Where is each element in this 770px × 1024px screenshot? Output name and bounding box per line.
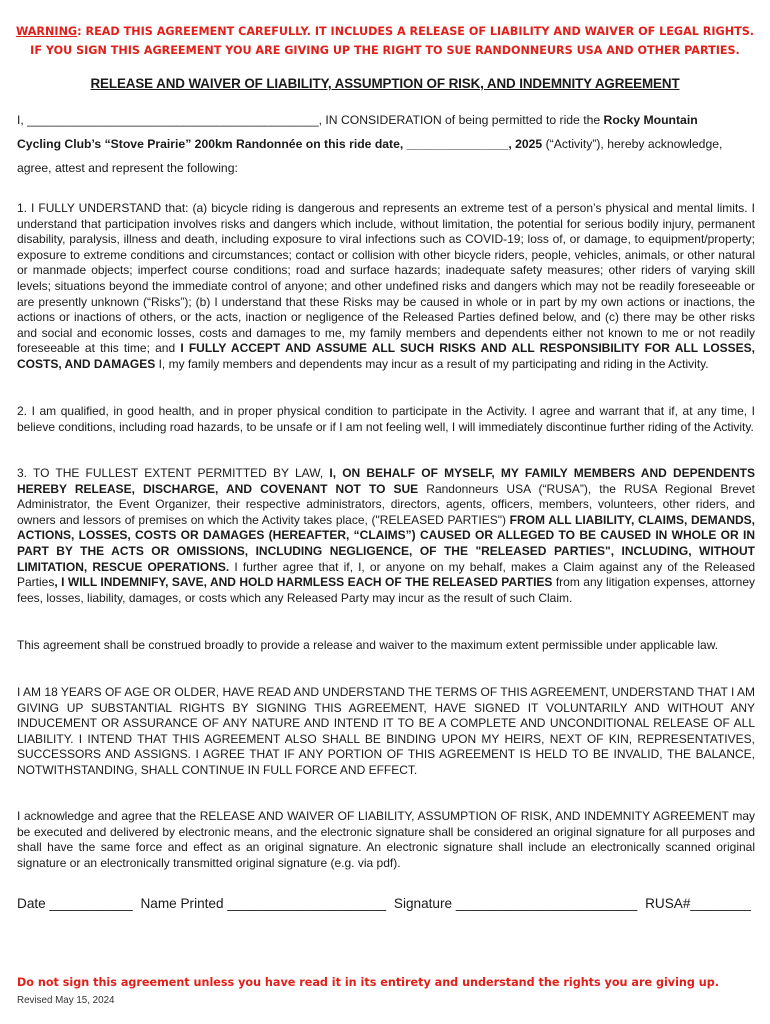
paragraph-3-text-g: from any litigation expenses, attorney fees, losses, liability, damages, or costs which any Released Party may incur as the result of such Claim. bbox=[17, 575, 756, 605]
signature-field[interactable]: Signature ________________________ bbox=[393, 896, 638, 911]
intro-paragraph bbox=[17, 108, 757, 180]
footer-warning: Do not sign this agreement unless you have read it in its entirety and understand the rights you are giving up. bbox=[17, 976, 720, 989]
intro-line-1 bbox=[17, 108, 757, 132]
intro-line-2 bbox=[17, 132, 757, 156]
intro-club-name-1: Rocky Mountain bbox=[603, 113, 698, 127]
warning-banner bbox=[0, 22, 770, 60]
intro-text-2: (“Activity”), hereby acknowledge, bbox=[542, 137, 723, 151]
warning-line-1-text: : READ THIS AGREEMENT CAREFULLY. IT INCLUDES A RELEASE OF LIABILITY AND WAIVER OF LEGAL RIGHTS. bbox=[77, 25, 755, 38]
intro-club-name-2: Cycling Club’s “Stove Prairie” 200km Randonnée on this ride date, _______________, 2025 bbox=[17, 137, 543, 151]
intro-line-3: agree, attest and represent the following: bbox=[17, 161, 238, 175]
paragraph-1-text-a: 1. I FULLY UNDERSTAND that: (a) bicycle riding is dangerous and represents an extreme test of a person’s physical and mental limits. I understand that participation involves risks and dangers which include, without limitation, the potential for serious bodily injury, permanent disability, paralysis, illness and death, including exposure to viral infections such as COVID-19; loss of, or damage, to equipment/property; exposure to extreme conditions and circumstances; contact or collision with other bicycle riders, people, vehicles, animals, or other natural or manmade objects; imperfect course conditions; road and surface hazards; inadequate safety measures; other riders of varying skill levels; situations beyond the immediate control of anyone; and other undefined risks and dangers which may not be readily foreseeable or are presently unknown (“Risks”); (b) I understand that these Risks may be caused in whole or in part by my own actions or inactions, the actions or inactions of others, or the acts, inaction or negligence of the Released Parties defined below, and (c) there may be other risks and social and economic losses, costs and damages to me, my family members and dependents either not known to me or not readily foreseeable at this time; and bbox=[17, 201, 755, 356]
paragraph-3-bold-d: FROM ALL LIABILITY, CLAIMS, DEMANDS, ACTIONS, LOSSES, COSTS OR DAMAGES (HEREAFTER, “CLAIMS”) CAUSED OR ALLEGED TO BE CAUSED IN WHOLE OR IN PART BY THE ACTS OR OMISSIONS, INCLUDING NEGLIGENCE, OF THE "RELEASED PARTIES", INCLUDING, WITHOUT LIMITATION, RESCUE OPERATIONS. bbox=[17, 512, 755, 574]
paragraph-1-bold: I FULLY ACCEPT AND ASSUME ALL SUCH RISKS AND ALL RESPONSIBILITY FOR ALL LOSSES, COSTS, AND DAMAGES bbox=[17, 341, 755, 371]
date-field[interactable]: Date ___________ bbox=[17, 896, 133, 911]
paragraph-age-acknowledgement: I AM 18 YEARS OF AGE OR OLDER, HAVE READ AND UNDERSTAND THE TERMS OF THIS AGREEMENT, UNDERSTAND THAT I AM GIVING UP SUBSTANTIAL RIGHTS BY SIGNING THIS AGREEMENT, HAVE SIGNED IT VOLUNTARILY AND WITHOUT ANY INDUCEMENT OR ASSURANCE OF ANY NATURE AND INTEND IT TO BE A COMPLETE AND UNCONDITIONAL RELEASE OF ALL LIABILITY. I INTEND THAT THIS AGREEMENT ALSO SHALL BE BINDING UPON MY HEIRS, NEXT OF KIN, REPRESENTATIVES, SUCCESSORS AND ASSIGNS. I AGREE THAT IF ANY PORTION OF THIS AGREEMENT IS HELD TO BE INVALID, THE BALANCE, NOTWITHSTANDING, SHALL CONTINUE IN FULL FORCE AND EFFECT. bbox=[17, 685, 755, 777]
paragraph-3-text-c: Randonneurs USA (“RUSA”), the RUSA Regional Brevet Administrator, the Event Organizer, their respective administrators, directors, agents, officers, members, volunteers, other riders, and owners and lessors of premises on which the Activity takes place, ("RELEASED PARTIES") bbox=[17, 481, 756, 527]
intro-text-1: I, ___________________________________________, IN CONSIDERATION of being permitted to ride the bbox=[17, 113, 604, 127]
paragraph-1-text-c: I, my family members and dependents may incur as a result of my participating and riding in the Activity. bbox=[155, 356, 709, 371]
paragraph-construed: This agreement shall be construed broadly to provide a release and waiver to the maximum extent permissible under applicable law. bbox=[17, 638, 719, 652]
warning-line-1 bbox=[0, 22, 770, 41]
paragraph-3-bold-b: I, ON BEHALF OF MYSELF, MY FAMILY MEMBERS AND DEPENDENTS HEREBY RELEASE, DISCHARGE, AND COVENANT NOT TO SUE bbox=[17, 466, 755, 496]
rusa-number-field[interactable]: RUSA#________ bbox=[645, 896, 751, 911]
document-title: RELEASE AND WAIVER OF LIABILITY, ASSUMPTION OF RISK, AND INDEMNITY AGREEMENT bbox=[90, 76, 680, 91]
paragraph-2: 2. I am qualified, in good health, and in proper physical condition to participate in the Activity. I agree and warrant that if, at any time, I believe conditions, including road hazards, to be unsafe or if I am not feeling well, I will immediately discontinue further riding of the Activity. bbox=[17, 404, 755, 434]
warning-label: WARNING bbox=[15, 25, 78, 38]
name-printed-field[interactable]: Name Printed _____________________ bbox=[140, 896, 387, 911]
revision-date: Revised May 15, 2024 bbox=[17, 995, 115, 1006]
paragraph-3-bold-f: , I WILL INDEMNIFY, SAVE, AND HOLD HARMLESS EACH OF THE RELEASED PARTIES bbox=[54, 575, 553, 590]
paragraph-1 bbox=[17, 201, 755, 373]
paragraph-3 bbox=[17, 466, 755, 606]
paragraph-3-text-e: I further agree that if, I, or anyone on my behalf, makes a Claim against any of the Released Parties bbox=[17, 559, 755, 590]
paragraph-electronic-signature: I acknowledge and agree that the RELEASE AND WAIVER OF LIABILITY, ASSUMPTION OF RISK, AND INDEMNITY AGREEMENT may be executed and delivered by electronic means, and the electronic signature shall be considered an original signature for all purposes and shall have the same force and effect as an original signature. An electronic signature shall include an electronically scanned original signature or an electronically transmitted original signature (e.g. via pdf). bbox=[17, 809, 755, 870]
signature-fields-row bbox=[17, 896, 757, 911]
warning-line-2: IF YOU SIGN THIS AGREEMENT YOU ARE GIVING UP THE RIGHT TO SUE RANDONNEURS USA AND OTHER PARTIES. bbox=[30, 44, 740, 57]
paragraph-3-text-a: 3. TO THE FULLEST EXTENT PERMITTED BY LAW, bbox=[17, 466, 330, 480]
